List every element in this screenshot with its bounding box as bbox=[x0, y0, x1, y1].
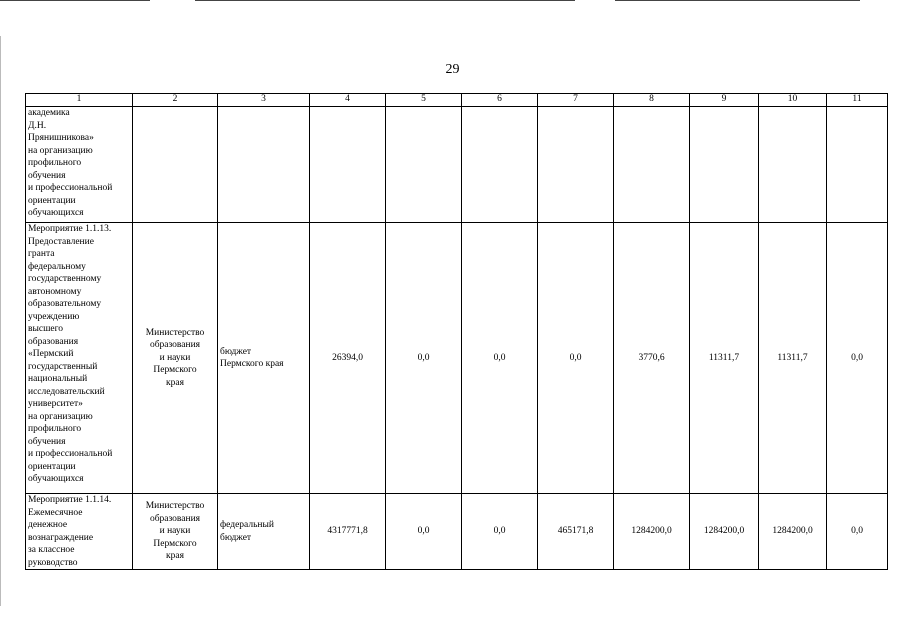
col-header: 5 bbox=[386, 94, 462, 107]
measure-line: обучения bbox=[28, 436, 66, 447]
measure-line: Ежемесячное bbox=[28, 507, 83, 518]
executor-cell bbox=[133, 223, 218, 494]
value-cell: 3770,6 bbox=[614, 223, 690, 494]
value-cell: 0,0 bbox=[462, 494, 538, 570]
measure-line: на организацию bbox=[28, 145, 93, 156]
measure-line: ориентации bbox=[28, 195, 76, 206]
source-line: федеральный bbox=[220, 520, 274, 530]
executor-line: края bbox=[166, 551, 184, 562]
measure-line: Мероприятие 1.1.13. bbox=[28, 224, 112, 234]
measure-line: Д.Н. bbox=[28, 120, 47, 131]
measure-line: исследовательский bbox=[28, 386, 105, 397]
col-header: 4 bbox=[310, 94, 386, 107]
executor-line: и науки bbox=[159, 352, 191, 363]
measure-line: на организацию bbox=[28, 411, 93, 422]
measure-line: «Пермский bbox=[28, 349, 74, 359]
measure-line: высшего bbox=[28, 324, 64, 334]
budget-table bbox=[25, 93, 888, 570]
value-cell: 0,0 bbox=[538, 223, 614, 494]
measure-name-cell bbox=[26, 494, 133, 570]
col-header: 1 bbox=[26, 94, 133, 107]
measure-name-cell bbox=[26, 223, 133, 494]
col-header: 10 bbox=[759, 94, 827, 107]
value-cell bbox=[386, 107, 462, 223]
value-cell: 0,0 bbox=[827, 494, 888, 570]
top-edge-line-right bbox=[615, 0, 860, 1]
measure-line: руководство bbox=[28, 557, 78, 568]
top-edge-line-left bbox=[0, 0, 150, 1]
measure-line: автономному bbox=[28, 286, 82, 297]
col-header: 9 bbox=[690, 94, 759, 107]
source-cell bbox=[218, 494, 310, 570]
measure-line: профильного bbox=[28, 158, 82, 168]
source-line: Пермского края bbox=[220, 359, 284, 369]
table-row bbox=[26, 494, 888, 570]
value-cell: 0,0 bbox=[827, 223, 888, 494]
measure-line: Прянишникова» bbox=[28, 133, 94, 143]
value-cell bbox=[310, 107, 386, 223]
measure-line: вознаграждение bbox=[28, 532, 94, 543]
top-edge-line-mid bbox=[195, 0, 575, 1]
measure-line: обучения bbox=[28, 170, 66, 181]
value-cell bbox=[462, 107, 538, 223]
value-cell: 1284200,0 bbox=[759, 494, 827, 570]
measure-line: государственный bbox=[28, 361, 98, 372]
value-cell: 11311,7 bbox=[759, 223, 827, 494]
measure-line: профильного bbox=[28, 424, 82, 434]
executor-cell bbox=[133, 107, 218, 223]
value-cell: 0,0 bbox=[386, 494, 462, 570]
value-cell: 4317771,8 bbox=[310, 494, 386, 570]
source-cell bbox=[218, 107, 310, 223]
measure-line: обучающихся bbox=[28, 208, 84, 218]
measure-line: Предоставление bbox=[28, 236, 94, 247]
source-cell bbox=[218, 223, 310, 494]
measure-line: университет» bbox=[28, 399, 83, 409]
executor-line: и науки bbox=[159, 526, 191, 537]
col-header: 8 bbox=[614, 94, 690, 107]
value-cell: 1284200,0 bbox=[690, 494, 759, 570]
source-line: бюджет bbox=[220, 346, 252, 357]
executor-cell bbox=[133, 494, 218, 570]
col-header: 2 bbox=[133, 94, 218, 107]
measure-line: национальный bbox=[28, 374, 88, 384]
executor-line: Министерство bbox=[145, 501, 205, 512]
page-number: 29 bbox=[445, 62, 460, 77]
value-cell: 26394,0 bbox=[310, 223, 386, 494]
measure-line: академика bbox=[28, 108, 70, 118]
header-row bbox=[26, 94, 888, 107]
measure-name-cell bbox=[26, 107, 133, 223]
measure-line: образовательному bbox=[28, 299, 102, 309]
measure-line: денежное bbox=[28, 520, 68, 530]
table-row bbox=[26, 107, 888, 223]
measure-line: и профессиональной bbox=[28, 449, 113, 459]
measure-line: за классное bbox=[28, 545, 75, 555]
measure-line: Мероприятие 1.1.14. bbox=[28, 495, 112, 505]
col-header: 11 bbox=[827, 94, 888, 107]
col-header: 6 bbox=[462, 94, 538, 107]
value-cell bbox=[538, 107, 614, 223]
executor-line: Пермского bbox=[153, 538, 197, 549]
executor-line: Министерство bbox=[145, 327, 205, 338]
executor-line: края bbox=[166, 377, 184, 388]
scan-left-edge bbox=[0, 36, 1, 606]
measure-line: обучающихся bbox=[28, 474, 84, 484]
table-row bbox=[26, 223, 888, 494]
col-header: 3 bbox=[218, 94, 310, 107]
value-cell: 0,0 bbox=[462, 223, 538, 494]
value-cell: 0,0 bbox=[386, 223, 462, 494]
value-cell: 465171,8 bbox=[538, 494, 614, 570]
executor-line: образования bbox=[149, 513, 201, 524]
measure-line: учреждению bbox=[28, 311, 80, 322]
executor-line: Пермского bbox=[153, 365, 197, 376]
source-line: бюджет bbox=[220, 532, 252, 543]
value-cell bbox=[759, 107, 827, 223]
col-header: 7 bbox=[538, 94, 614, 107]
value-cell bbox=[690, 107, 759, 223]
value-cell: 11311,7 bbox=[690, 223, 759, 494]
measure-line: федеральному bbox=[28, 261, 86, 272]
measure-line: образования bbox=[28, 336, 79, 347]
measure-line: и профессиональной bbox=[28, 183, 113, 193]
measure-line: гранта bbox=[28, 249, 55, 259]
value-cell bbox=[614, 107, 690, 223]
measure-line: государственному bbox=[28, 274, 102, 284]
executor-line: образования bbox=[149, 340, 201, 351]
measure-line: ориентации bbox=[28, 461, 76, 472]
value-cell bbox=[827, 107, 888, 223]
value-cell: 1284200,0 bbox=[614, 494, 690, 570]
